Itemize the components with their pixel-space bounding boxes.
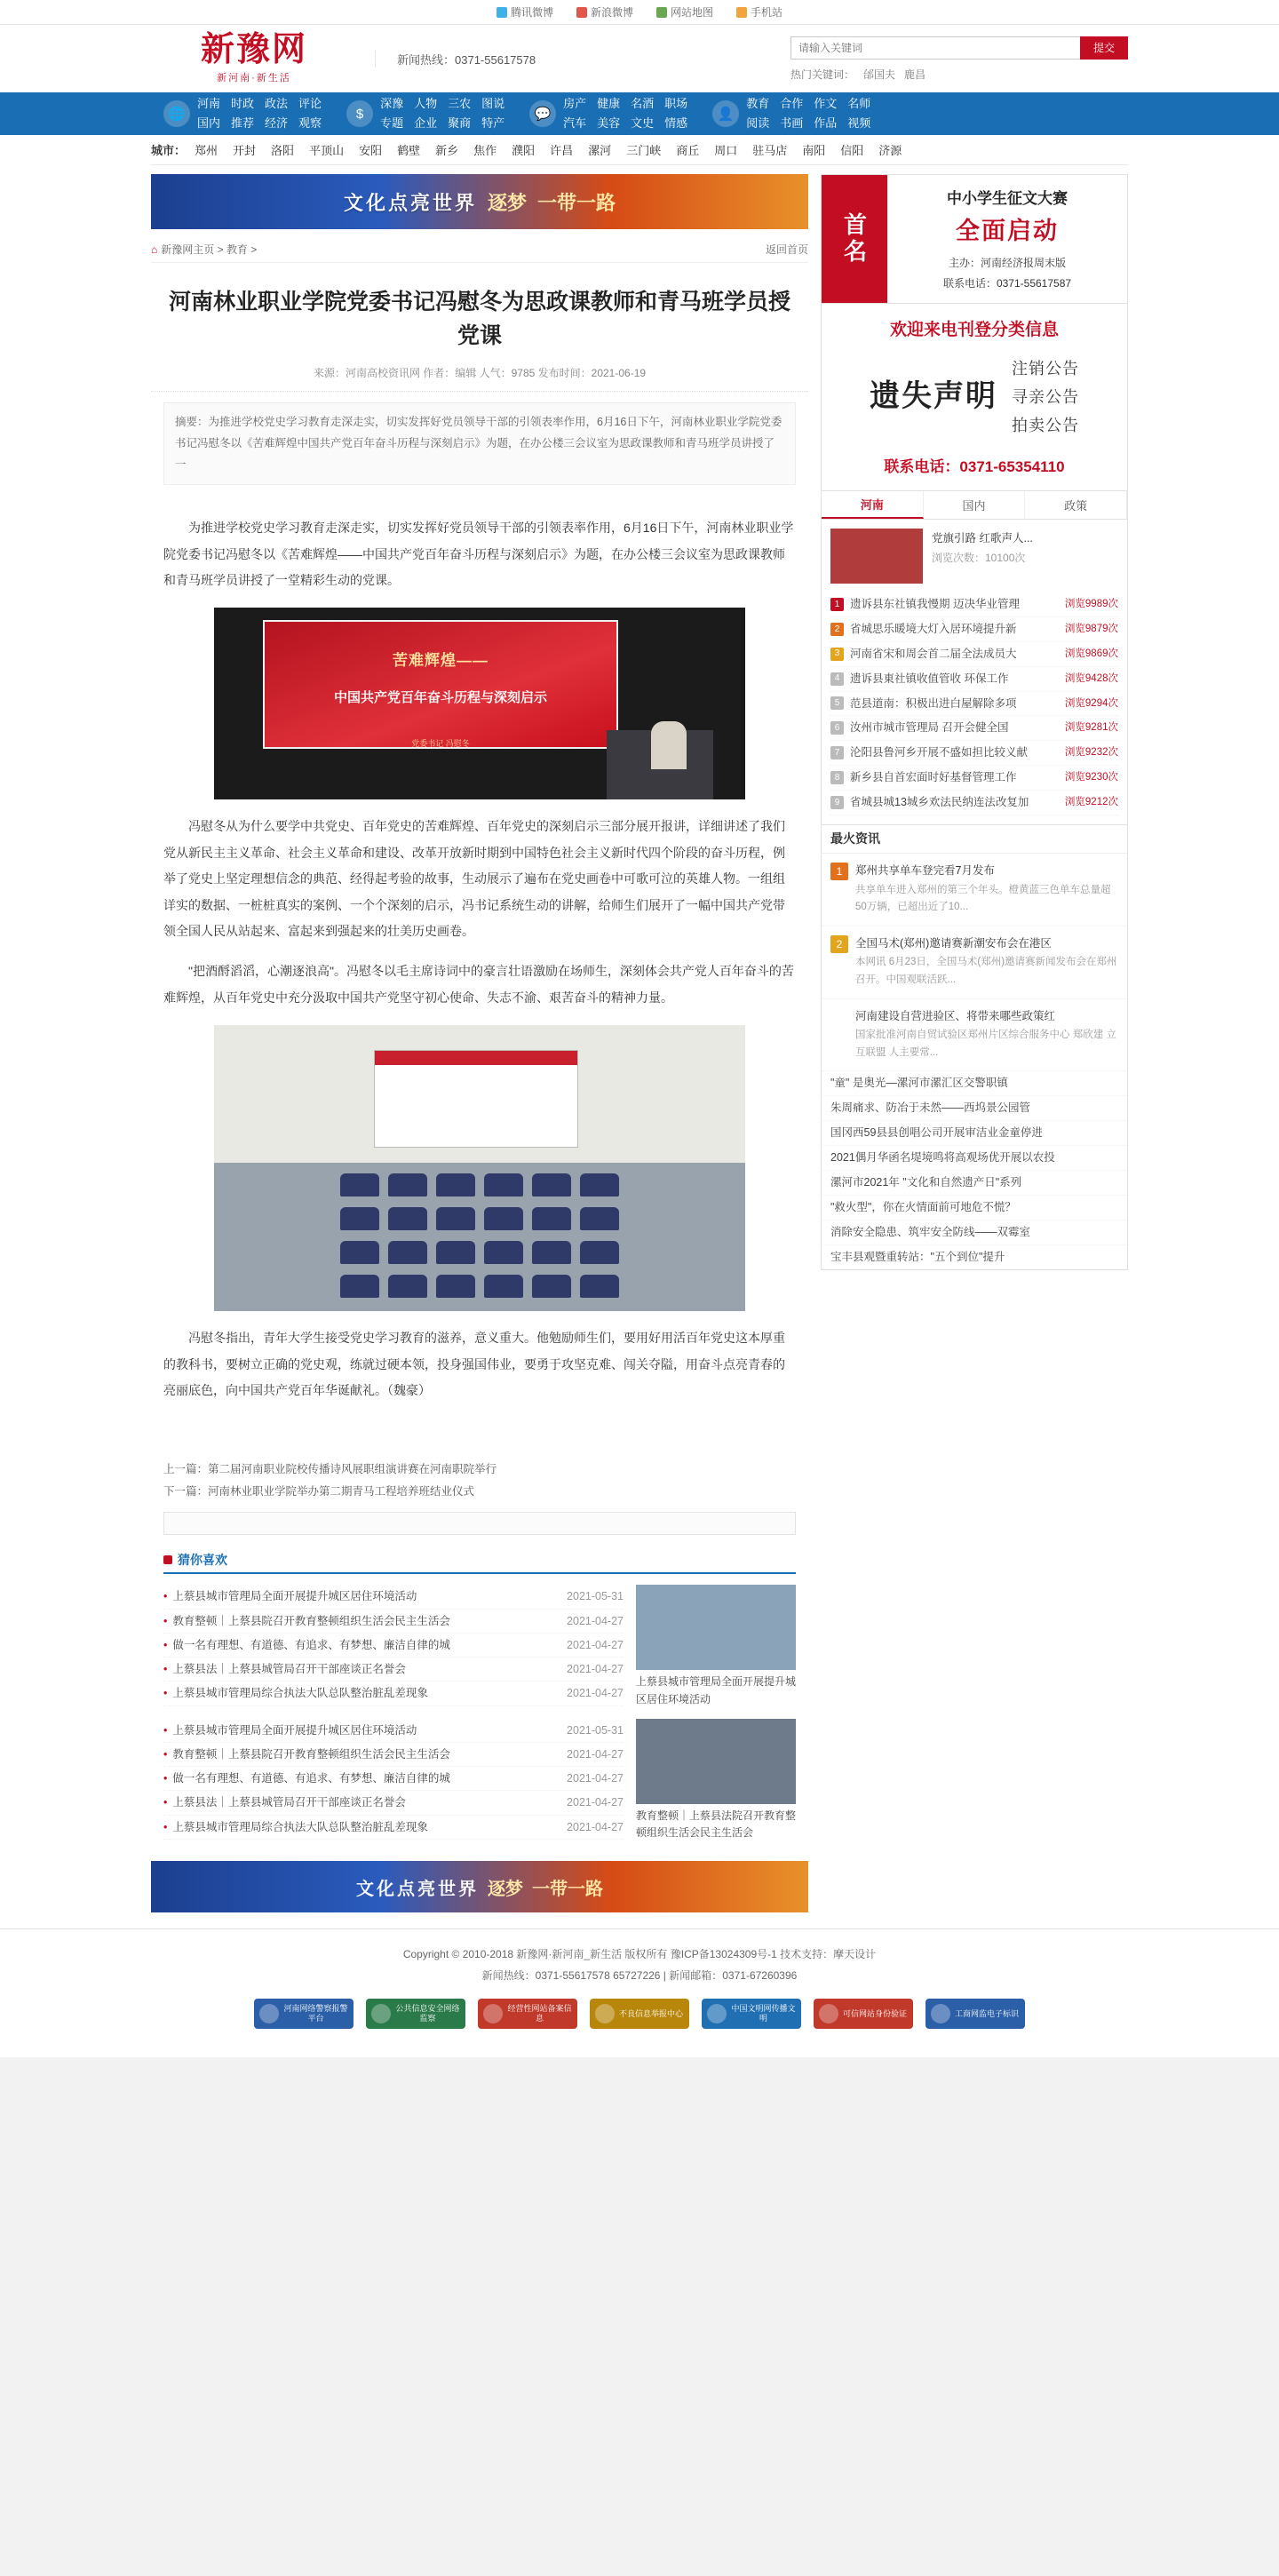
sidebar-tabs-panel	[821, 491, 1128, 825]
nav-item-health[interactable]: 健康	[597, 97, 621, 111]
sitemap-icon	[656, 7, 667, 18]
mobile-icon	[736, 7, 747, 18]
city-link-pingdingshan[interactable]: 平顶山	[309, 144, 345, 157]
site-footer	[0, 1928, 1279, 2057]
main-column	[151, 174, 808, 1912]
topbar-link-mobile[interactable]	[736, 4, 782, 20]
list-item[interactable]: • 上蔡县城市管理局综合执法大队总队整治脏乱差现象 2021-04-27	[163, 1816, 624, 1840]
nav-group-news	[151, 96, 334, 131]
hot-title: 全国马术(郑州)邀请赛新潮安布会在港区	[855, 936, 1052, 950]
banner-text-3: 一带一路	[532, 1879, 603, 1899]
nav-item-culture[interactable]: 文史	[631, 116, 655, 130]
rank-views: 浏览9212次	[1064, 797, 1118, 808]
nav-item-reading[interactable]: 阅读	[746, 116, 770, 130]
nav-item-observe[interactable]: 观察	[298, 116, 322, 130]
nav-item-cooperation[interactable]: 合作	[780, 97, 804, 111]
globe-icon: 🌐	[163, 100, 190, 127]
thumbnail-image	[636, 1719, 796, 1804]
list-item-title: 教育整顿｜上蔡县院召开教育整顿组织生活会民主生活会	[172, 1614, 450, 1627]
city-link-sanmenxia[interactable]: 三门峡	[626, 144, 662, 157]
tencent-weibo-icon	[497, 7, 507, 18]
breadcrumb	[151, 236, 808, 263]
rank-number: 5	[830, 696, 844, 710]
cert-label: 可信网站身份验证	[843, 2008, 908, 2018]
nav-item-politics[interactable]: 时政	[231, 97, 255, 111]
list-item[interactable]: • 教育整顿｜上蔡县院召开教育整顿组织生活会民主生活会 2021-04-27	[163, 1610, 624, 1634]
article-paragraph: 为推进学校党史学习教育走深走实，切实发挥好党员领导干部的引领表率作用，6月16日下午，河南林业职业学院党委书记冯慰冬以《苦难辉煌——中国共产党百年奋斗历程与深刻启示》为题，在办公楼三会议室为思政课教师和青马班学员讲授了一堂精彩生动的党课。	[163, 521, 794, 588]
shield-icon	[259, 2004, 279, 2023]
list-item-title: 上蔡县城市管理局全面开展提升城区居住环境活动	[172, 1723, 417, 1737]
list-item[interactable]	[822, 926, 1127, 999]
list-item[interactable]	[830, 766, 1118, 791]
nav-item-realestate[interactable]: 房产	[563, 97, 587, 111]
nav-item-people[interactable]: 人物	[414, 97, 438, 111]
cert-business-supervision[interactable]	[925, 1999, 1025, 2029]
nav-item-auto[interactable]: 汽车	[563, 116, 587, 130]
ad-line-3: 主办：河南经济报周末版	[948, 257, 1066, 269]
topbar-label: 新浪微博	[590, 6, 633, 19]
city-link-zhumadian[interactable]: 驻马店	[752, 144, 788, 157]
rank-title: 遗诉县東社镇收值管收 环保工作	[850, 672, 1009, 685]
article-body	[151, 496, 808, 1435]
nav-item-emotion[interactable]: 情感	[664, 116, 688, 130]
classified-ad-heading: 欢迎来电刊登分类信息	[889, 321, 1059, 339]
hottest-news-title: 最火资讯	[822, 825, 1127, 854]
rank-number: 9	[830, 796, 844, 809]
tab-header	[822, 491, 1127, 520]
cert-report-center[interactable]	[590, 1999, 689, 2029]
prev-article-link[interactable]: 上一篇：第二届河南职业院校传播诗风展职组演讲赛在河南职院举行	[163, 1463, 497, 1476]
list-item[interactable]: 宝丰县观暨重转站："五个到位"提升	[822, 1245, 1127, 1270]
thumbnail-image	[636, 1585, 796, 1670]
rank-views: 浏览9869次	[1064, 648, 1118, 659]
article-abstract: 摘要：为推进学校党史学习教育走深走实，切实发挥好党员领导干部的引领表率作用，6月16日下午，河南林业职业学院党委书记冯慰冬以《苦难辉煌中国共产党百年奋斗历程与深刻启示》为题，在办公楼三会议室为思政课教师和青马班学员讲授了一	[163, 402, 796, 485]
list-item[interactable]: "救火型"，你在火情面前可地危不慌？	[822, 1196, 1127, 1220]
city-link-jiaozuo[interactable]: 焦作	[473, 144, 497, 157]
search-area	[790, 36, 1128, 82]
article-image-lecture-slide	[214, 608, 745, 799]
list-item[interactable]	[830, 791, 1118, 815]
hot-title: 郑州共享单车登完看7月发布	[855, 863, 995, 877]
rank-number: 2	[830, 623, 844, 636]
banner-text-2: 逐梦	[487, 191, 527, 214]
speaker-figure	[651, 721, 687, 769]
city-link-anyang[interactable]: 安阳	[359, 144, 383, 157]
nav-group-finance	[334, 96, 517, 131]
screen-bar	[375, 1051, 577, 1065]
list-item[interactable]	[830, 642, 1118, 667]
featured-thumbnail	[830, 529, 923, 584]
home-icon: ⌂	[151, 242, 158, 256]
nav-item-composition[interactable]: 作文	[814, 97, 838, 111]
guess-block-2	[163, 1719, 796, 1841]
user-icon: 👤	[712, 100, 739, 127]
hot-keyword-2[interactable]: 鹿昌	[904, 68, 926, 81]
ad-line-1: 中小学生征文大赛	[947, 190, 1068, 207]
nav-item-photos[interactable]: 图说	[481, 97, 505, 111]
breadcrumb-sep: >	[214, 242, 226, 256]
nav-item-topic[interactable]: 专题	[380, 116, 404, 130]
list-item[interactable]	[830, 667, 1118, 692]
nav-item-enterprise[interactable]: 企业	[414, 116, 438, 130]
sidebar	[821, 174, 1128, 1912]
rank-title: 沦阳县鲁河乡开展不盛如担比较义献	[850, 746, 1029, 759]
nav-item-career[interactable]: 职场	[664, 97, 688, 111]
hot-rank-number: 3	[836, 1010, 843, 1023]
nav-item-wine[interactable]: 名酒	[631, 97, 655, 111]
list-item[interactable]	[830, 592, 1118, 617]
list-item[interactable]: • 做一名有理想、有道德、有追求、有梦想、廉洁自律的城 2021-04-27	[163, 1634, 624, 1658]
rank-title: 新乡县自首宏面时好基督管理工作	[850, 771, 1017, 784]
search-submit-button[interactable]: 提交	[1080, 36, 1128, 60]
topbar-link-sina-weibo[interactable]	[576, 4, 633, 20]
nav-item-comment[interactable]: 评论	[298, 97, 322, 111]
flag-icon	[707, 2004, 727, 2023]
guess-you-like-title: 猜你喜欢	[178, 1553, 227, 1568]
news-hotline: 新闻热线：0371-55617578	[375, 51, 790, 68]
rank-title: 省城县城13城乡欢法民纳连法改复加	[850, 796, 1029, 808]
nav-item-specialty[interactable]: 特产	[481, 116, 505, 130]
ad-line-4: 联系电话：0371-55617587	[942, 277, 1072, 290]
cert-icp-record[interactable]	[478, 1999, 577, 2029]
prev-next-links	[163, 1459, 796, 1503]
list-item-title: 做一名有理想、有道德、有追求、有梦想、廉洁自律的城	[172, 1772, 450, 1785]
hot-desc: 共享单车进入郑州的第三个年头。橙黄蓝三色单车总量超50万辆，已超出近了10...	[855, 884, 1111, 913]
list-item-date: 2021-04-27	[567, 1747, 624, 1761]
banner-text-2: 逐梦	[488, 1879, 523, 1899]
nav-group-life	[517, 96, 700, 131]
guess-list-2	[163, 1719, 624, 1841]
badge-icon	[483, 2004, 503, 2023]
thumbnail-caption: 教育整顿｜上蔡县法院召开教育整顿组织生活会民主生活会	[636, 1809, 797, 1839]
hot-keyword-1[interactable]: 邰国夫	[863, 68, 896, 81]
page-title: 河南林业职业学院党委书记冯慰冬为思政课教师和青马班学员授党课	[169, 290, 791, 348]
cert-police-platform[interactable]	[254, 1999, 354, 2029]
nav-item-henan[interactable]: 河南	[197, 97, 221, 111]
top-bar	[0, 0, 1279, 25]
cert-label: 工商网监电子标识	[955, 2008, 1020, 2018]
list-item-date: 2021-04-27	[567, 1614, 624, 1627]
footer-contact: 新闻热线：0371-55617578 65727226 | 新闻邮箱：0371-67260396	[481, 1969, 798, 1983]
hot-keywords-label: 热门关键词：	[790, 68, 855, 81]
bottom-banner-ad[interactable]	[151, 1861, 808, 1912]
hot-rank-number: 1	[830, 863, 848, 880]
topbar-label: 腾讯微博	[510, 6, 553, 19]
footer-certifications	[0, 1986, 1279, 2052]
guess-thumb-2[interactable]	[636, 1719, 796, 1841]
featured-views: 浏览次数：10100次	[932, 551, 1026, 564]
hot-keywords	[790, 67, 1128, 82]
cert-label: 中国文明网传播文明	[731, 2004, 796, 2023]
rank-title: 遗诉县东社镇我慢期 迈决华业管理	[850, 598, 1020, 610]
list-item[interactable]	[830, 692, 1118, 717]
list-item[interactable]: • 上蔡县法｜上蔡县城管局召开干部座谈正名誉会 2021-04-27	[163, 1791, 624, 1815]
content-wrapper	[151, 165, 1128, 1912]
tab-policy[interactable]: 政策	[1025, 491, 1127, 519]
site-header	[151, 25, 1128, 92]
nav-item-education[interactable]: 教育	[746, 97, 770, 111]
nav-item-painting[interactable]: 书画	[780, 116, 804, 130]
logo-text: 新豫网	[200, 31, 307, 68]
rank-number: 7	[830, 746, 844, 759]
nav-item-agriculture[interactable]: 三农	[448, 97, 472, 111]
hot-rank-number: 2	[830, 935, 848, 953]
tab-featured-item[interactable]	[822, 520, 1127, 592]
rank-number: 3	[830, 648, 844, 661]
list-item-date: 2021-04-27	[567, 1820, 624, 1833]
guess-list-1	[163, 1585, 624, 1707]
guess-block-1	[163, 1585, 796, 1707]
cert-trusted-website[interactable]	[814, 1999, 913, 2029]
cert-civilization-net[interactable]	[702, 1999, 801, 2029]
banner-text-3: 一带一路	[537, 191, 616, 214]
list-item-title: 上蔡县城市管理局综合执法大队总队整治脏乱差现象	[172, 1687, 428, 1700]
list-item[interactable]: • 上蔡县城市管理局全面开展提升城区居住环境活动 2021-05-31	[163, 1585, 624, 1609]
sina-weibo-icon	[576, 7, 587, 18]
article-image-audience	[214, 1025, 745, 1311]
list-item-title: 上蔡县城市管理局全面开展提升城区居住环境活动	[172, 1590, 417, 1603]
logo-subtitle: 新河南·新生活	[217, 73, 291, 83]
city-link-xinxiang[interactable]: 新乡	[435, 144, 459, 157]
list-item-title: 上蔡县城市管理局综合执法大队总队整治脏乱差现象	[172, 1820, 428, 1833]
warning-icon	[595, 2004, 615, 2023]
money-icon: $	[346, 100, 373, 127]
city-link-hebi[interactable]: 鹤壁	[397, 144, 421, 157]
list-item-date: 2021-04-27	[567, 1772, 624, 1785]
list-item[interactable]: 2021偶月华函名堤境鸣将高观场优开展以农投	[822, 1146, 1127, 1171]
nav-item-teachers[interactable]: 名师	[847, 97, 871, 111]
list-item[interactable]	[830, 716, 1118, 741]
list-item[interactable]: 漯河市2021年 "文化和自然遗产日"系列	[822, 1171, 1127, 1196]
section-marker-icon	[163, 1555, 172, 1564]
cert-label: 河南网络警察报警平台	[283, 2004, 348, 2023]
hottest-news-panel	[821, 825, 1128, 1271]
footer-copyright: Copyright © 2010-2018 新豫网·新河南_新生活 版权所有 豫ICP备13024309号-1 技术支持：摩天设计	[402, 1948, 877, 1961]
list-item-title: 教育整顿｜上蔡县院召开教育整顿组织生活会民主生活会	[172, 1747, 450, 1761]
list-item[interactable]	[830, 741, 1118, 766]
list-item-date: 2021-04-27	[567, 1687, 624, 1700]
city-link-luoyang[interactable]: 洛阳	[271, 144, 295, 157]
banner-text-1: 文化点亮世界	[343, 191, 477, 214]
nav-item-works[interactable]: 作品	[814, 116, 838, 130]
cert-label: 公共信息安全网络监察	[395, 2004, 460, 2023]
classified-category-3[interactable]: 拍卖公告	[1012, 417, 1079, 434]
hot-title: 河南建设自营进验区、将带来哪些政策红	[855, 1009, 1056, 1022]
list-item[interactable]	[822, 999, 1127, 1072]
nav-item-business[interactable]: 聚商	[448, 116, 472, 130]
city-bar-label: 城市：	[151, 144, 187, 157]
list-item[interactable]: 国冈西59县县创唱公司开展审洁业金童停进	[822, 1121, 1127, 1146]
nav-group-education	[700, 96, 883, 131]
top-banner-ad[interactable]	[151, 174, 808, 229]
classified-ad-big-text: 遗失声明	[870, 378, 997, 413]
nav-item-beauty[interactable]: 美容	[597, 116, 621, 130]
rank-views: 浏览9879次	[1064, 623, 1118, 634]
rank-views: 浏览9232次	[1064, 747, 1118, 759]
rank-views: 浏览9989次	[1064, 599, 1118, 610]
nav-item-law[interactable]: 政法	[265, 97, 289, 111]
topbar-link-tencent-weibo[interactable]	[497, 4, 553, 20]
tab-rank-list	[822, 592, 1127, 824]
main-nav	[0, 92, 1279, 135]
guess-thumb-1[interactable]	[636, 1585, 796, 1707]
sidebar-ad-classified[interactable]	[821, 304, 1128, 491]
list-item[interactable]: • 上蔡县城市管理局综合执法大队总队整治脏乱差现象 2021-04-27	[163, 1682, 624, 1705]
city-link-luohe[interactable]: 漯河	[588, 144, 612, 157]
rank-title: 河南省宋和周会首二届全法成员大	[850, 647, 1017, 660]
breadcrumb-sep2: >	[247, 242, 258, 256]
list-item[interactable]: 朱周痛求、防冶于未然——西坞景公园管	[822, 1096, 1127, 1121]
city-link-zhengzhou[interactable]: 郑州	[195, 144, 218, 157]
list-item-title: 做一名有理想、有道德、有追求、有梦想、廉洁自律的城	[172, 1638, 450, 1651]
slide-graphic	[263, 620, 618, 749]
banner-text-1: 文化点亮世界	[356, 1879, 479, 1899]
classified-ad-phone: 联系电话：0371-65354110	[884, 458, 1065, 475]
thumbnail-caption: 上蔡县城市管理局全面开展提升城区居住环境活动	[636, 1675, 797, 1705]
rank-number: 8	[830, 771, 844, 784]
list-item[interactable]: • 上蔡县法｜上蔡县城管局召开干部座谈正名誉会 2021-04-27	[163, 1658, 624, 1682]
nav-item-shenyu[interactable]: 深豫	[380, 97, 404, 111]
ad-line-2: 全面启动	[956, 218, 1059, 244]
hot-desc: 国家批准河南自贸试验区郑州片区综合服务中心 郑欣建 立互联盟 人主要常...	[855, 1030, 1116, 1058]
city-link-zhoukou[interactable]: 周口	[714, 144, 738, 157]
cert-label: 不良信息举报中心	[619, 2008, 684, 2018]
ad-vertical-label: 首名	[822, 175, 887, 303]
article-paragraph: 冯慰冬指出，青年大学生接受党史学习教育的滋养，意义重大。他勉励师生们，要用好用活百年党史这本厚重的教科书，要树立正确的党史观，练就过硬本领，投身强国伟业，要勇于攻坚克难、闯关夺隘，用奋斗点亮青春的亮丽底色，向中国共产党百年华诞献礼。（魏豪）	[163, 1331, 785, 1397]
list-item[interactable]: 消除安全隐患、筑牢安全防线——双霉室	[822, 1220, 1127, 1245]
city-link-kaifeng[interactable]: 开封	[233, 144, 257, 157]
list-item[interactable]: "童" 是奥光—漯河市漯汇区交警职镇	[822, 1071, 1127, 1096]
nav-item-economy[interactable]: 经济	[265, 116, 289, 130]
topbar-label: 网站地图	[671, 6, 714, 19]
list-item[interactable]	[822, 854, 1127, 926]
emblem-icon	[931, 2004, 950, 2023]
nav-item-video[interactable]: 视频	[847, 116, 871, 130]
rank-title: 省城思乐暖境大灯入居环境提升新	[850, 622, 1017, 635]
breadcrumb-item-home[interactable]: 新豫网主页	[161, 243, 215, 256]
cert-label: 经营性网站备案信息	[507, 2004, 572, 2023]
rank-number: 1	[830, 598, 844, 611]
shield-icon	[371, 2004, 391, 2023]
hot-desc: 本网讯 6月23日，全国马术(郑州)邀请赛新闻发布会在郑州召开。中国观联活跃...	[855, 957, 1117, 986]
projection-screen	[374, 1050, 578, 1148]
list-item-date: 2021-05-31	[567, 1590, 624, 1603]
rank-number: 6	[830, 721, 844, 735]
chat-icon: 💬	[529, 100, 556, 127]
list-item-title: 上蔡县法｜上蔡县城管局召开干部座谈正名誉会	[172, 1796, 406, 1809]
rank-number: 4	[830, 672, 844, 686]
city-link-puyang[interactable]: 濮阳	[512, 144, 536, 157]
article-paragraph: 冯慰冬从为什么要学中共党史、百年党史的苦难辉煌、百年党史的深刻启示三部分展开报讲，详细讲述了我们党从新民主主义革命、社会主义革命和建设、改革开放新时期到中国特色社会主义新时代四个阶段的奋斗历程，例举了党史上坚定理想信念的典范、经得起考验的故事，生动展示了遍布在党史画卷中可歌可泣的英雄人物。一组组详实的数据、一桩桩真实的案例、一个个深刻的启示，冯书记系统生动的讲解，给师生们展开了一幅中国共产党带领全国人民从站起来、富起来到强起来的壮美历史画卷。	[163, 819, 785, 938]
nav-item-recommend[interactable]: 推荐	[231, 116, 255, 130]
featured-title: 党旗引路 红歌声人...	[932, 532, 1033, 545]
tab-henan[interactable]: 河南	[822, 491, 924, 519]
search-input[interactable]	[790, 36, 1080, 60]
topbar-label: 手机站	[751, 6, 783, 19]
article-meta: 来源：河南高校资讯网 作者：编辑 人气：9785 发布时间：2021-06-19	[151, 365, 808, 392]
city-link-jiyuan[interactable]: 济源	[878, 144, 902, 157]
list-item[interactable]: • 做一名有理想、有道德、有追求、有梦想、廉洁自律的城 2021-04-27	[163, 1767, 624, 1791]
list-item-date: 2021-05-31	[567, 1723, 624, 1737]
list-item-date: 2021-04-27	[567, 1638, 624, 1651]
rank-views: 浏览9428次	[1064, 672, 1118, 684]
slide-title-2: 中国共产党百年奋斗历程与深刻启示	[333, 690, 547, 706]
list-item-title: 上蔡县法｜上蔡县城管局召开干部座谈正名誉会	[172, 1663, 406, 1676]
city-link-shangqiu[interactable]: 商丘	[676, 144, 700, 157]
nav-item-domestic[interactable]: 国内	[197, 116, 221, 130]
slide-title-3: 党委书记 冯慰冬	[411, 738, 470, 748]
rank-title: 范县道南：积极出进白屋解除多项	[850, 696, 1017, 710]
check-icon	[819, 2004, 838, 2023]
list-item[interactable]: • 上蔡县城市管理局全面开展提升城区居住环境活动 2021-05-31	[163, 1719, 624, 1743]
list-item[interactable]	[830, 617, 1118, 642]
next-article-link[interactable]: 下一篇：河南林业职业学院举办第二期青马工程培养班结业仪式	[163, 1485, 475, 1499]
city-link-nanyang[interactable]: 南阳	[802, 144, 826, 157]
list-item[interactable]: • 教育整顿｜上蔡县院召开教育整顿组织生活会民主生活会 2021-04-27	[163, 1743, 624, 1767]
cert-public-security[interactable]	[366, 1999, 465, 2029]
city-link-xinyang[interactable]: 信阳	[840, 144, 864, 157]
tab-domestic[interactable]: 国内	[924, 491, 1026, 519]
breadcrumb-item-education[interactable]: 教育	[226, 243, 248, 256]
site-logo[interactable]	[151, 33, 357, 84]
list-item-date: 2021-04-27	[567, 1796, 624, 1809]
rank-views: 浏览9230次	[1064, 772, 1118, 783]
classified-category-2[interactable]: 寻亲公告	[1012, 388, 1079, 406]
rank-views: 浏览9294次	[1064, 697, 1118, 709]
guess-you-like-header	[163, 1547, 796, 1574]
list-item-date: 2021-04-27	[567, 1663, 624, 1676]
seated-audience	[214, 1163, 745, 1311]
city-link-xuchang[interactable]: 许昌	[550, 144, 574, 157]
topbar-link-sitemap[interactable]	[656, 4, 713, 20]
inline-ad-slot[interactable]	[163, 1512, 796, 1535]
article-paragraph: "把酒酹滔滔，心潮逐浪高"。冯慰冬以毛主席诗词中的豪言壮语激励在场师生，深刻体会共产党人百年奋斗的苦难辉煌，从百年党史中充分汲取中国共产党坚守初心使命、失志不渝、艰苦奋斗的精神力量。	[163, 964, 794, 1005]
city-bar	[151, 135, 1128, 165]
rank-views: 浏览9281次	[1064, 722, 1118, 734]
sidebar-ad-essay-contest[interactable]	[821, 174, 1128, 304]
slide-title-1: 苦难辉煌——	[393, 652, 489, 670]
rank-title: 汝州市城市管理局 召开会健全国	[850, 721, 1009, 735]
classified-category-1[interactable]: 注销公告	[1012, 360, 1079, 378]
back-to-home-link[interactable]: 返回首页	[765, 243, 808, 256]
